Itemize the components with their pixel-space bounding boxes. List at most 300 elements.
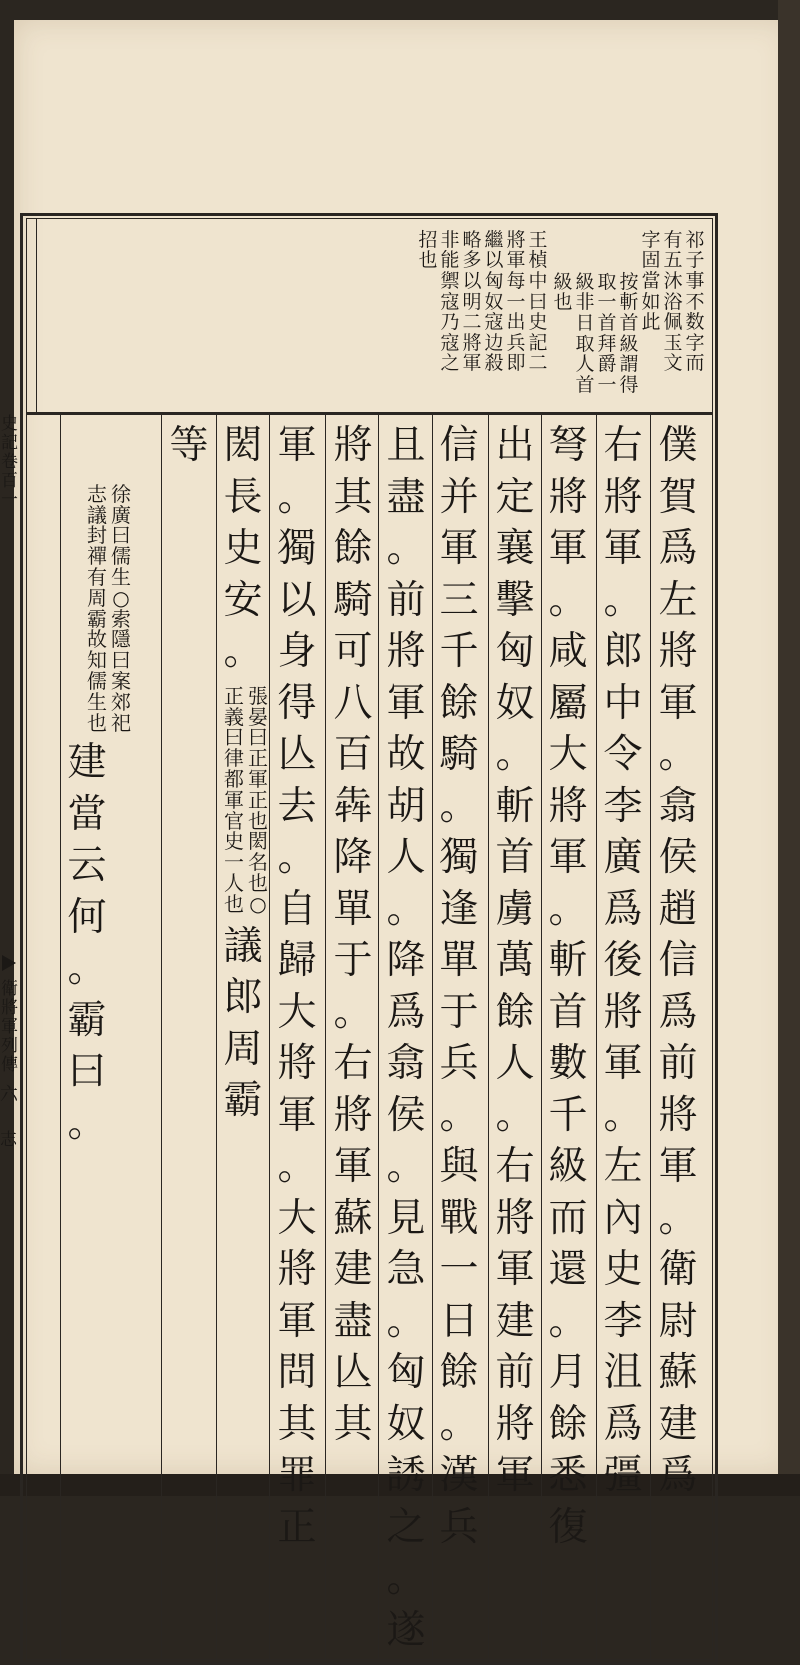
glyph: 郊 <box>111 689 131 714</box>
glyph: 郎 <box>603 629 643 675</box>
glyph: 。 <box>67 1100 107 1146</box>
header-note-column <box>597 272 617 396</box>
glyph: 軍 <box>603 1041 643 1087</box>
glyph: 爲 <box>603 1401 643 1447</box>
glyph: 兵 <box>439 1041 479 1087</box>
glyph: 蘇 <box>658 1350 698 1396</box>
glyph: 首 <box>597 311 617 334</box>
glyph: 李 <box>603 1298 643 1344</box>
glyph: 獨 <box>439 835 479 881</box>
glyph: 騎 <box>439 732 479 778</box>
glyph: 一 <box>597 291 617 314</box>
column-rule <box>378 415 379 1660</box>
page-edge <box>778 0 800 1496</box>
text-column <box>220 420 266 678</box>
glyph: 大 <box>548 732 588 778</box>
glyph: 周 <box>223 1026 263 1072</box>
glyph: 軍 <box>658 680 698 726</box>
column-rule <box>325 415 326 1660</box>
glyph: 一 <box>439 1247 479 1293</box>
glyph: 軍 <box>506 249 526 272</box>
glyph: 翕 <box>386 1041 426 1087</box>
glyph: 不 <box>685 290 705 313</box>
glyph: 此 <box>641 311 661 334</box>
glyph: 人 <box>495 1041 535 1087</box>
glyph: 日 <box>575 311 595 334</box>
glyph: 也 <box>87 710 107 735</box>
glyph: 首 <box>575 373 595 396</box>
glyph: 儒 <box>87 669 107 694</box>
glyph: 。 <box>67 946 107 992</box>
header-note-column <box>553 272 573 313</box>
glyph: 也 <box>248 871 268 896</box>
column-rule <box>596 415 597 1660</box>
glyph: 楨 <box>528 249 548 272</box>
glyph: ○ <box>112 585 130 610</box>
glyph: 得 <box>619 373 639 396</box>
glyph: 將 <box>603 989 643 1035</box>
text-column <box>64 737 110 1149</box>
text-column <box>600 420 646 1502</box>
glyph: 軍 <box>462 352 482 375</box>
glyph: 將 <box>658 629 698 675</box>
glyph: 。 <box>386 1556 426 1602</box>
glyph: 將 <box>495 1401 535 1447</box>
glyph: 边 <box>484 331 504 354</box>
header-note-column <box>440 230 460 374</box>
glyph: 閎 <box>223 423 263 469</box>
glyph: 有 <box>87 565 107 590</box>
glyph: 議 <box>87 502 107 527</box>
glyph: 蘇 <box>333 1195 373 1241</box>
glyph: 將 <box>603 474 643 520</box>
glyph: 拜 <box>597 332 617 355</box>
glyph: 徐 <box>111 481 131 506</box>
glyph: 。 <box>439 1092 479 1138</box>
glyph: 餘 <box>495 989 535 1035</box>
glyph: 人 <box>575 353 595 376</box>
glyph: 軍 <box>495 1247 535 1293</box>
text-column <box>220 920 266 1126</box>
glyph: 亾 <box>333 1350 373 1396</box>
glyph: 曰 <box>528 290 548 313</box>
glyph: 軍 <box>277 1298 317 1344</box>
glyph: 將 <box>658 1092 698 1138</box>
glyph: 儒 <box>111 544 131 569</box>
glyph: 也 <box>418 249 438 272</box>
glyph: 云 <box>67 843 107 889</box>
glyph: 而 <box>548 1195 588 1241</box>
glyph: 。 <box>277 835 317 881</box>
glyph: 大 <box>277 989 317 1035</box>
glyph: 每 <box>506 269 526 292</box>
glyph: 匈 <box>484 269 504 292</box>
center-column <box>0 415 19 1315</box>
header-note-column <box>641 230 661 333</box>
glyph: 。 <box>386 886 426 932</box>
glyph: 数 <box>685 311 705 334</box>
glyph: 身 <box>277 629 317 675</box>
glyph: 斬 <box>495 783 535 829</box>
glyph: 殺 <box>484 352 504 375</box>
glyph: 長 <box>223 474 263 520</box>
glyph: 彊 <box>603 1453 643 1499</box>
leaf-mark: 志 <box>0 1130 17 1150</box>
glyph: 非 <box>440 228 460 251</box>
glyph: 二 <box>528 352 548 375</box>
glyph: 當 <box>67 791 107 837</box>
column-rule <box>541 415 542 1660</box>
column-rule <box>60 415 61 1660</box>
glyph: 。 <box>277 1144 317 1190</box>
glyph: 并 <box>439 474 479 520</box>
glyph: 匈 <box>386 1350 426 1396</box>
text-column <box>166 420 212 472</box>
gutter-rule <box>36 218 37 414</box>
glyph: 。 <box>386 526 426 572</box>
glyph: 前 <box>658 1041 698 1087</box>
glyph: 軍 <box>658 1144 698 1190</box>
glyph: 曰 <box>67 1049 107 1095</box>
glyph: 奴 <box>386 1401 426 1447</box>
glyph: 生 <box>111 565 131 590</box>
glyph: 。 <box>495 1092 535 1138</box>
glyph: 一 <box>597 373 617 396</box>
glyph: 于 <box>333 938 373 984</box>
glyph: 咸 <box>548 629 588 675</box>
glyph: 右 <box>495 1144 535 1190</box>
glyph: 趙 <box>658 886 698 932</box>
glyph: 正 <box>224 683 244 708</box>
glyph: 餘 <box>333 526 373 572</box>
glyph: 軍 <box>277 1092 317 1138</box>
glyph: 軍 <box>495 1453 535 1499</box>
glyph: 大 <box>277 1195 317 1241</box>
glyph: 案 <box>111 669 131 694</box>
glyph: 都 <box>224 767 244 792</box>
glyph: 非 <box>575 291 595 314</box>
glyph: 即 <box>506 352 526 375</box>
text-column <box>655 420 701 1502</box>
text-column <box>545 420 591 1553</box>
glyph: 知 <box>87 648 107 673</box>
glyph: 軍 <box>248 767 268 792</box>
glyph: 斬 <box>548 938 588 984</box>
glyph: 爲 <box>658 526 698 572</box>
glyph: 降 <box>386 938 426 984</box>
glyph: 以 <box>484 249 504 272</box>
glyph: 悉 <box>548 1453 588 1499</box>
glyph: 左 <box>603 1144 643 1190</box>
glyph: 。 <box>658 732 698 778</box>
annotation-column <box>110 481 132 735</box>
glyph: 。 <box>548 1298 588 1344</box>
glyph: 級 <box>619 332 639 355</box>
glyph: 斬 <box>619 291 639 314</box>
glyph: 將 <box>277 1247 317 1293</box>
glyph: 其 <box>333 474 373 520</box>
column-rule <box>488 415 489 1660</box>
glyph: 。 <box>333 989 373 1035</box>
glyph: 首 <box>548 989 588 1035</box>
glyph: 五 <box>663 249 683 272</box>
glyph: 等 <box>169 423 209 469</box>
glyph: 寇 <box>440 290 460 313</box>
glyph: 獨 <box>277 526 317 572</box>
glyph: 還 <box>548 1247 588 1293</box>
glyph: 李 <box>603 783 643 829</box>
header-note-column <box>575 272 595 396</box>
glyph: 霸 <box>223 1078 263 1124</box>
glyph: ○ <box>249 891 267 916</box>
glyph: 周 <box>87 585 107 610</box>
glyph: 右 <box>603 423 643 469</box>
glyph: 軍 <box>548 526 588 572</box>
glyph: 志 <box>87 481 107 506</box>
glyph: 沮 <box>603 1350 643 1396</box>
glyph: 人 <box>386 835 426 881</box>
book-title: 史 記 卷 百 一 <box>1 414 18 510</box>
glyph: 將 <box>548 783 588 829</box>
glyph: 兵 <box>506 331 526 354</box>
glyph: 餘 <box>439 1350 479 1396</box>
glyph: 略 <box>462 228 482 251</box>
glyph: 。 <box>277 474 317 520</box>
header-note-column <box>663 230 683 374</box>
glyph: 兵 <box>439 1504 479 1550</box>
glyph: 襄 <box>495 526 535 572</box>
glyph: 。 <box>603 1092 643 1138</box>
glyph: 取 <box>597 270 617 293</box>
glyph: 衛 <box>658 1247 698 1293</box>
glyph: 將 <box>495 1195 535 1241</box>
glyph: 後 <box>603 938 643 984</box>
glyph: 故 <box>386 732 426 778</box>
glyph: 戰 <box>439 1195 479 1241</box>
glyph: 子 <box>685 249 705 272</box>
glyph: 按 <box>619 270 639 293</box>
glyph: 右 <box>333 1041 373 1087</box>
glyph: 玉 <box>663 331 683 354</box>
glyph: 左 <box>658 577 698 623</box>
glyph: 曰 <box>111 648 131 673</box>
glyph: 信 <box>439 423 479 469</box>
glyph: 軍 <box>386 680 426 726</box>
glyph: 出 <box>506 311 526 334</box>
header-note-column <box>528 230 548 374</box>
glyph: 定 <box>495 474 535 520</box>
glyph: 事 <box>685 269 705 292</box>
glyph: 乃 <box>440 311 460 334</box>
glyph: 虜 <box>495 886 535 932</box>
glyph: 禪 <box>87 544 107 569</box>
glyph: 自 <box>277 886 317 932</box>
header-rule <box>26 412 713 415</box>
glyph: 罪 <box>277 1453 317 1499</box>
glyph: 可 <box>333 629 373 675</box>
glyph: 弩 <box>548 423 588 469</box>
glyph: 寇 <box>484 311 504 334</box>
column-rule <box>161 415 162 1660</box>
glyph: 。 <box>548 886 588 932</box>
glyph: 盡 <box>333 1298 373 1344</box>
glyph: 。 <box>439 1401 479 1447</box>
glyph: 索 <box>111 606 131 631</box>
glyph: 軍 <box>333 1144 373 1190</box>
text-column <box>274 420 320 1553</box>
glyph: 晏 <box>248 704 268 729</box>
glyph: 八 <box>333 680 373 726</box>
glyph: 奴 <box>484 290 504 313</box>
glyph: 張 <box>248 683 268 708</box>
glyph: 也 <box>553 291 573 314</box>
glyph: 霸 <box>87 606 107 631</box>
text-column <box>436 420 482 1553</box>
glyph: 律 <box>224 746 244 771</box>
glyph: 佩 <box>663 311 683 334</box>
annotation-column <box>86 481 108 735</box>
column-rule <box>216 415 217 1660</box>
glyph: 爲 <box>386 989 426 1035</box>
glyph: 王 <box>528 228 548 251</box>
glyph: 祁 <box>685 228 705 251</box>
glyph: 史 <box>224 829 244 854</box>
glyph: 中 <box>603 680 643 726</box>
glyph: 得 <box>277 680 317 726</box>
annotation-column <box>247 683 269 916</box>
glyph: 官 <box>224 808 244 833</box>
fish-tail-mark <box>2 955 16 971</box>
glyph: 明 <box>462 290 482 313</box>
glyph: 安 <box>223 577 263 623</box>
glyph: 廣 <box>603 835 643 881</box>
glyph: 如 <box>641 290 661 313</box>
glyph: 曰 <box>111 523 131 548</box>
header-note-column <box>506 230 526 374</box>
glyph: 正 <box>248 746 268 771</box>
annotation-column <box>223 683 245 916</box>
glyph: 浴 <box>663 290 683 313</box>
glyph: 曰 <box>248 725 268 750</box>
glyph: 字 <box>641 228 661 251</box>
glyph: 軍 <box>277 423 317 469</box>
leaf-number: 六 <box>0 1084 18 1105</box>
glyph: 見 <box>386 1195 426 1241</box>
glyph: 。 <box>495 732 535 778</box>
glyph: 何 <box>67 894 107 940</box>
glyph: 將 <box>506 228 526 251</box>
glyph: 級 <box>553 270 573 293</box>
glyph: 千 <box>548 1092 588 1138</box>
glyph: 寇 <box>440 331 460 354</box>
glyph: 建 <box>333 1247 373 1293</box>
glyph: 生 <box>87 689 107 714</box>
glyph: 史 <box>528 311 548 334</box>
glyph: 建 <box>658 1401 698 1447</box>
text-column <box>330 420 376 1450</box>
glyph: 以 <box>462 269 482 292</box>
glyph: 議 <box>223 923 263 969</box>
glyph: 以 <box>277 577 317 623</box>
glyph: 。 <box>386 1298 426 1344</box>
glyph: 。 <box>603 577 643 623</box>
glyph: 正 <box>277 1504 317 1550</box>
glyph: 。 <box>548 577 588 623</box>
column-rule <box>650 415 651 1660</box>
glyph: 曰 <box>224 725 244 750</box>
glyph: 軍 <box>439 526 479 572</box>
glyph: 郎 <box>223 975 263 1021</box>
glyph: 三 <box>439 577 479 623</box>
glyph: 其 <box>277 1401 317 1447</box>
glyph: 義 <box>224 704 244 729</box>
glyph: 取 <box>575 332 595 355</box>
glyph: 急 <box>386 1247 426 1293</box>
glyph: 將 <box>333 1092 373 1138</box>
glyph: 廣 <box>111 502 131 527</box>
glyph: 問 <box>277 1350 317 1396</box>
glyph: 故 <box>87 627 107 652</box>
glyph: 字 <box>685 331 705 354</box>
glyph: 二 <box>462 311 482 334</box>
glyph: 復 <box>548 1504 588 1550</box>
glyph: 匈 <box>495 629 535 675</box>
glyph: 誘 <box>386 1453 426 1499</box>
glyph: 隱 <box>111 627 131 652</box>
glyph: 爵 <box>597 353 617 376</box>
glyph: 萬 <box>495 938 535 984</box>
header-note-column <box>484 230 504 374</box>
glyph: 屬 <box>548 680 588 726</box>
glyph: 建 <box>495 1298 535 1344</box>
glyph: 正 <box>248 787 268 812</box>
glyph: 招 <box>418 228 438 251</box>
glyph: 遂 <box>386 1607 426 1653</box>
glyph: 胡 <box>386 783 426 829</box>
glyph: 將 <box>386 629 426 675</box>
glyph: 尉 <box>658 1298 698 1344</box>
glyph: 。 <box>223 629 263 675</box>
glyph: 爲 <box>658 989 698 1035</box>
header-note-column <box>462 230 482 374</box>
glyph: 也 <box>224 891 244 916</box>
glyph: 繼 <box>484 228 504 251</box>
glyph: 降 <box>333 835 373 881</box>
header-note-column <box>619 272 639 396</box>
glyph: 爲 <box>603 886 643 932</box>
glyph: 有 <box>663 228 683 251</box>
glyph: 之 <box>386 1504 426 1550</box>
glyph: 侯 <box>658 835 698 881</box>
column-rule <box>269 415 270 1660</box>
column-rule <box>432 415 433 1660</box>
glyph: 一 <box>506 290 526 313</box>
glyph: 謂 <box>619 353 639 376</box>
glyph: 月 <box>548 1350 588 1396</box>
glyph: 多 <box>462 249 482 272</box>
header-note-column <box>418 230 438 271</box>
glyph: 沐 <box>663 269 683 292</box>
glyph: 騎 <box>333 577 373 623</box>
glyph: 餘 <box>548 1401 588 1447</box>
glyph: 將 <box>462 331 482 354</box>
glyph: 奴 <box>495 680 535 726</box>
glyph: 史 <box>223 526 263 572</box>
glyph: 侯 <box>386 1092 426 1138</box>
glyph: 名 <box>248 850 268 875</box>
glyph: 歸 <box>277 938 317 984</box>
glyph: 禦 <box>440 269 460 292</box>
